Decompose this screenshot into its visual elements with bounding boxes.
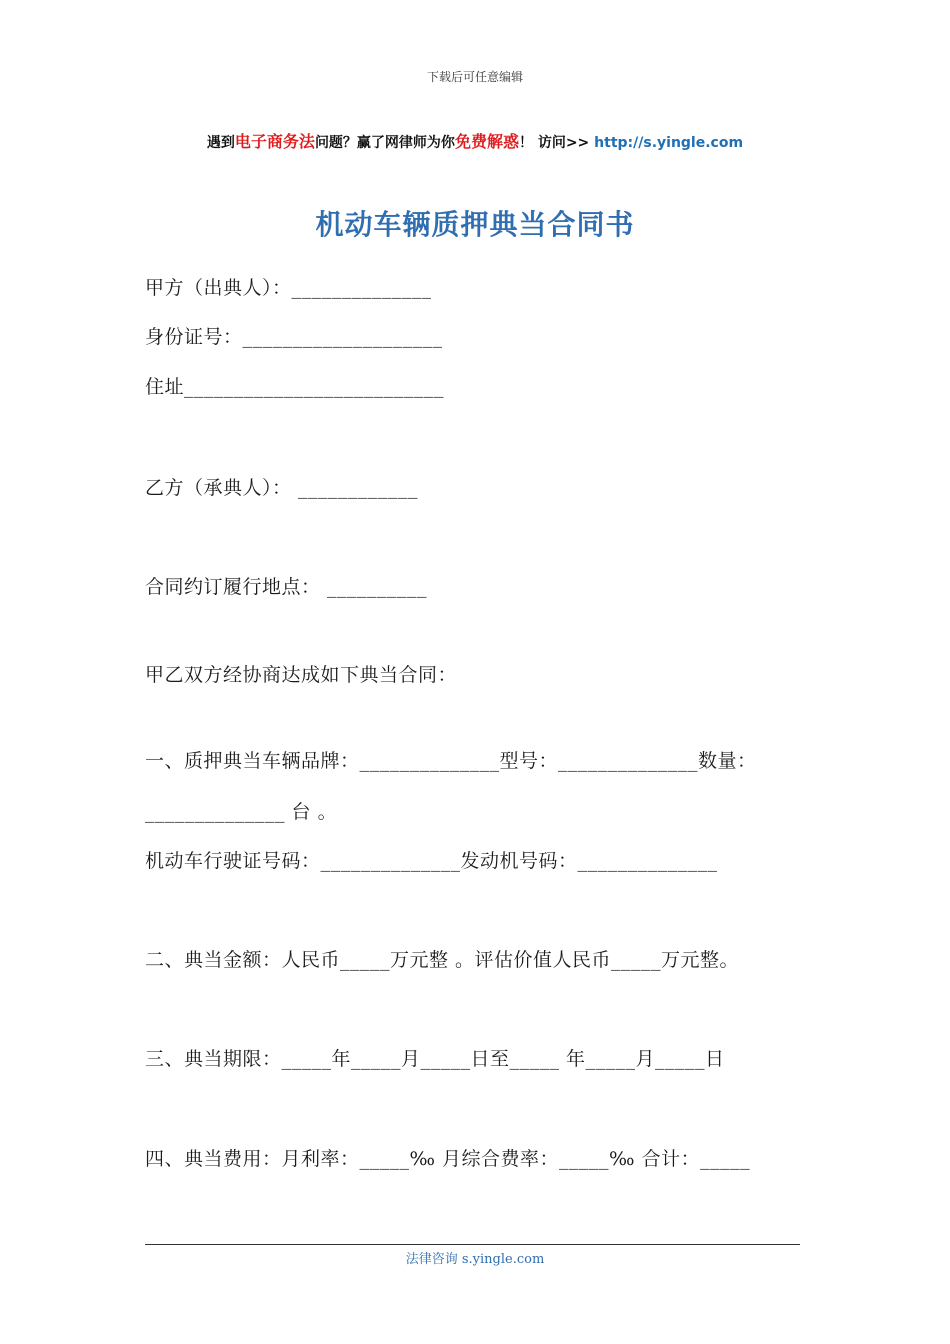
clause-1-license-line: 机动车行驶证号码：______________发动机号码：______________ [145,850,718,872]
footer-divider [145,1244,800,1245]
promo-link[interactable]: http://s.yingle.com [594,135,744,151]
promo-prefix: 遇到 [206,135,235,151]
clause-2-amount-line: 二、典当金额：人民币_____万元整 。评估价值人民币_____万元整。 [145,949,740,971]
place-line: 合同约订履行地点： __________ [145,576,428,598]
promo-highlight-free: 免费解惑 [454,132,519,151]
clause-3-term-line: 三、典当期限：_____年_____月_____日至_____ 年_____月_____日 [145,1048,725,1070]
document-title: 机动车辆质押典当合同书 [315,208,635,241]
party-a-line: 甲方（出典人）：______________ [145,277,432,299]
address-line: 住址__________________________ [145,376,445,398]
id-number-line: 身份证号：____________________ [145,326,443,348]
promo-suffix: ！ 访问>> [518,135,595,151]
header-note: 下载后可任意编辑 [426,70,523,84]
footer-link[interactable]: 法律咨询 s.yingle.com [405,1252,545,1267]
clause-1-brand-line: 一、质押典当车辆品牌：______________型号：______________数量： [145,750,757,772]
clause-1-quantity-line: ______________ 台 。 [145,801,338,823]
clause-4-fee-line: 四、典当费用：月利率：_____‰ 月综合费率：_____‰ 合计：_____ [145,1148,751,1170]
party-b-line: 乙方（承典人）： ____________ [145,477,419,499]
promo-banner [0,129,950,152]
intro-line: 甲乙双方经协商达成如下典当合同： [145,664,458,686]
promo-middle: 问题？赢了网律师为你 [314,135,455,151]
promo-highlight-topic: 电子商务法 [234,132,315,151]
